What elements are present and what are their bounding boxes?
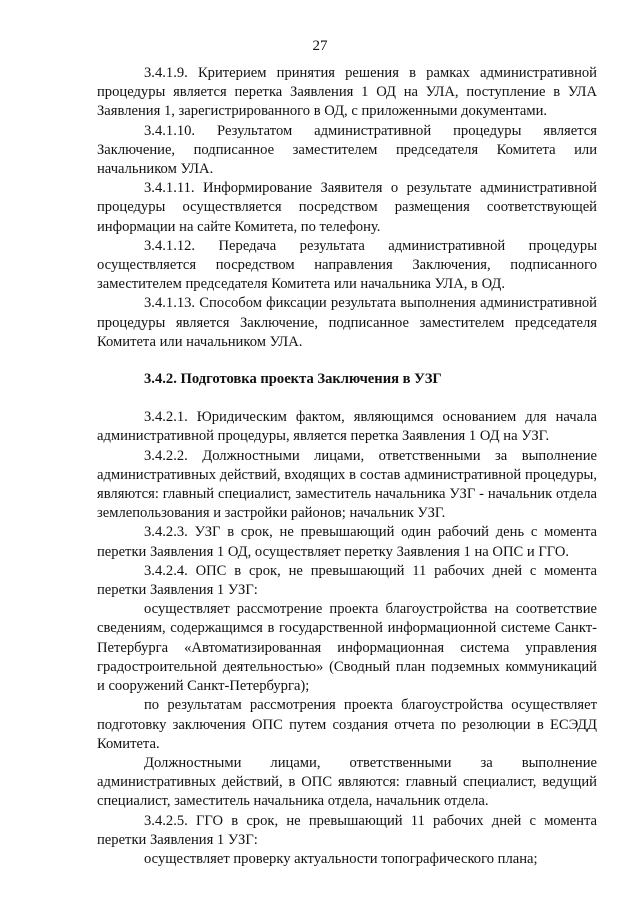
paragraph-3-4-1-13: 3.4.1.13. Способом фиксации результата выполнения административной процедуры является Заключение, подписанное заместителем председателя Комитета или начальником УЛА. xyxy=(97,295,597,350)
paragraph-ops-review: осуществляет рассмотрение проекта благоустройства на соответствие сведениям, содержащимся в государственной информационной системе Санкт-Петербурга «Автоматизированная информационная система управления градостроительной деятельностью» (Сводный план подземных коммуникаций и сооружений Санкт-Петербурга); xyxy=(97,601,597,695)
paragraph-3-4-2-3: 3.4.2.3. УЗГ в срок, не превышающий один рабочий день с момента перетки Заявления 1 ОД, осуществляет перетку Заявления 1 на ОПС и ГГО. xyxy=(97,524,597,560)
paragraph-ggo-check: осуществляет проверку актуальности топографического плана; xyxy=(144,850,538,867)
page-number: 27 xyxy=(312,38,328,54)
paragraph-3-4-2-2: 3.4.2.2. Должностными лицами, ответственными за выполнение административных действий, входящих в состав административной процедуры, являются: главный специалист, заместитель начальника УЗГ - начальник отдела землепользования и застройки районов; начальник УЗГ. xyxy=(97,447,597,522)
paragraph-ops-conclusion: по результатам рассмотрения проекта благоустройства осуществляет подготовку заключения ОПС путем создания отчета по резолюции в ЕСЭДД Комитета. xyxy=(97,697,597,752)
paragraph-3-4-1-12: 3.4.1.12. Передача результата административной процедуры осуществляется посредством направления Заключения, подписанного заместителем председателя Комитета или начальника УЛА, в ОД. xyxy=(97,237,597,293)
document-body xyxy=(97,64,597,869)
paragraph-3-4-1-11: 3.4.1.11. Информирование Заявителя о результате административной процедуры осуществляется посредством размещения соответствующей информации на сайте Комитета, по телефону. xyxy=(97,180,597,235)
paragraph-3-4-2-5: 3.4.2.5. ГГО в срок, не превышающий 11 рабочих дней с момента перетки Заявления 1 УЗГ: xyxy=(97,812,597,848)
paragraph-ops-officials: Должностными лицами, ответственными за выполнение административных действий, в ОПС являются: главный специалист, ведущий специалист, заместитель начальника отдела, начальник отдела. xyxy=(97,754,597,810)
paragraph-3-4-1-9: 3.4.1.9. Критерием принятия решения в рамках административной процедуры является перетка Заявления 1 ОД на УЛА, поступление в УЛА Заявления 1, зарегистрированного в ОД, с приложенными документами. xyxy=(97,65,597,120)
paragraph-3-4-1-10: 3.4.1.10. Результатом административной процедуры является Заключение, подписанное заместителем председателя Комитета или начальником УЛА. xyxy=(97,122,597,178)
paragraph-3-4-2-4: 3.4.2.4. ОПС в срок, не превышающий 11 рабочих дней с момента перетки Заявления 1 УЗГ: xyxy=(97,562,597,599)
paragraph-3-4-2-1: 3.4.2.1. Юридическим фактом, являющимся основанием для начала административной процедуры, является перетка Заявления 1 ОД на УЗГ. xyxy=(97,409,597,445)
section-heading-3-4-2: 3.4.2. Подготовка проекта Заключения в УЗГ xyxy=(144,371,442,388)
